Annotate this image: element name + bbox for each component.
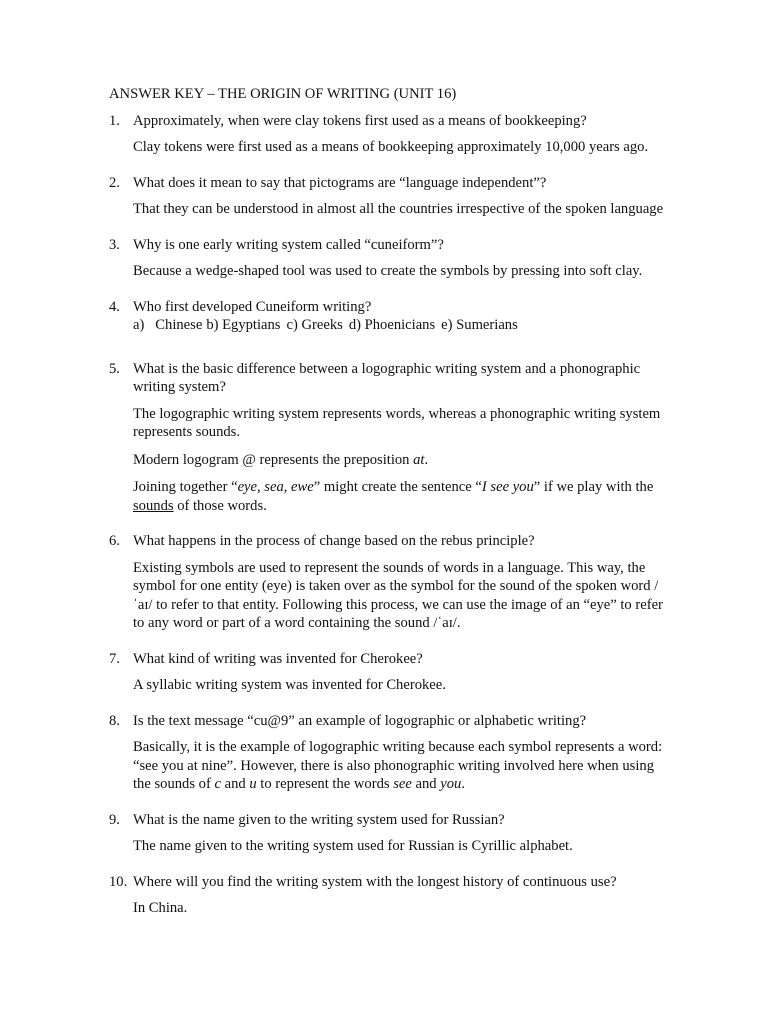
- answer-text: In China.: [133, 900, 188, 916]
- answer-options: [109, 316, 672, 335]
- question-number: 4.: [109, 298, 120, 315]
- question-2: [109, 174, 672, 193]
- question-number: 1.: [109, 112, 120, 129]
- answer-7: [109, 676, 672, 695]
- question-1: [109, 112, 672, 131]
- answer-text: The logographic writing system represents words, whereas a phonographic writing system represents sounds.: [133, 405, 661, 440]
- question-number: 9.: [109, 811, 120, 828]
- question-text: What does it mean to say that pictograms are “language independent”?: [133, 174, 547, 191]
- answer-1: [109, 138, 672, 157]
- answer-text: The name given to the writing system used for Russian is Cyrillic alphabet.: [133, 838, 573, 854]
- answer-8: [109, 738, 672, 794]
- question-number: 10.: [109, 873, 128, 890]
- option-a: a) Chinese: [133, 317, 203, 333]
- question-10: [109, 873, 672, 892]
- answer-text: Basically, it is the example of logographic writing because each symbol represents a word: “see you at nine”. However, there is also phonographic writing involved here when using the sounds of c and u to represent the words see and you.: [133, 739, 663, 792]
- answer-2: [109, 200, 672, 219]
- question-text: What happens in the process of change based on the rebus principle?: [133, 533, 535, 549]
- answer-text: Existing symbols are used to represent the sounds of words in a language. This way, the symbol for one entity (eye) is taken over as the symbol for the sound of the spoken word /ˈaɪ/ to refer to that entity. Following this process, we can use the image of an “eye” to refer to any word or part of a word containing the sound /ˈaɪ/.: [133, 559, 663, 631]
- question-text: What is the name given to the writing system used for Russian?: [133, 811, 505, 828]
- question-number: 6.: [109, 533, 120, 549]
- option-e: e) Sumerians: [441, 317, 518, 333]
- answer-5: [109, 405, 672, 516]
- question-6: [109, 532, 672, 551]
- page-title: ANSWER KEY – THE ORIGIN OF WRITING (UNIT 16): [109, 86, 457, 102]
- answer-text: Because a wedge-shaped tool was used to create the symbols by pressing into soft clay.: [133, 263, 643, 279]
- question-text: Is the text message “cu@9” an example of logographic or alphabetic writing?: [133, 712, 587, 729]
- question-7: [109, 650, 672, 669]
- question-number: 5.: [109, 360, 120, 377]
- question-text: What kind of writing was invented for Cherokee?: [133, 650, 423, 667]
- question-8: [109, 712, 672, 731]
- question-number: 8.: [109, 712, 120, 729]
- option-b: b) Egyptians: [206, 317, 281, 333]
- option-c: c) Greeks: [286, 317, 343, 333]
- rebus-note: Joining together “eye, sea, ewe” might create the sentence “I see you” if we play with the sounds of those words.: [133, 479, 654, 514]
- answer-10: [109, 899, 672, 918]
- answer-6: [109, 559, 672, 633]
- logogram-note: Modern logogram @ represents the preposition at.: [133, 451, 429, 468]
- answer-text: That they can be understood in almost all the countries irrespective of the spoken language: [133, 201, 664, 217]
- question-9: [109, 811, 672, 830]
- option-d: d) Phoenicians: [348, 317, 436, 333]
- question-text: Approximately, when were clay tokens first used as a means of bookkeeping?: [133, 112, 587, 129]
- question-text: Where will you find the writing system with the longest history of continuous use?: [133, 873, 617, 890]
- question-text: Why is one early writing system called “cuneiform”?: [133, 236, 444, 253]
- question-number: 3.: [109, 236, 120, 253]
- answer-3: [109, 262, 672, 281]
- answer-text: A syllabic writing system was invented for Cherokee.: [133, 677, 446, 693]
- answer-9: [109, 837, 672, 856]
- answer-text: Clay tokens were first used as a means of bookkeeping approximately 10,000 years ago.: [133, 139, 649, 155]
- question-3: [109, 236, 672, 255]
- question-number: 2.: [109, 174, 120, 191]
- question-text: What is the basic difference between a logographic writing system and a phonographic writing system?: [133, 360, 641, 395]
- question-5: [109, 360, 672, 397]
- question-number: 7.: [109, 650, 120, 667]
- question-4: [109, 298, 672, 317]
- question-text: Who first developed Cuneiform writing?: [133, 298, 372, 315]
